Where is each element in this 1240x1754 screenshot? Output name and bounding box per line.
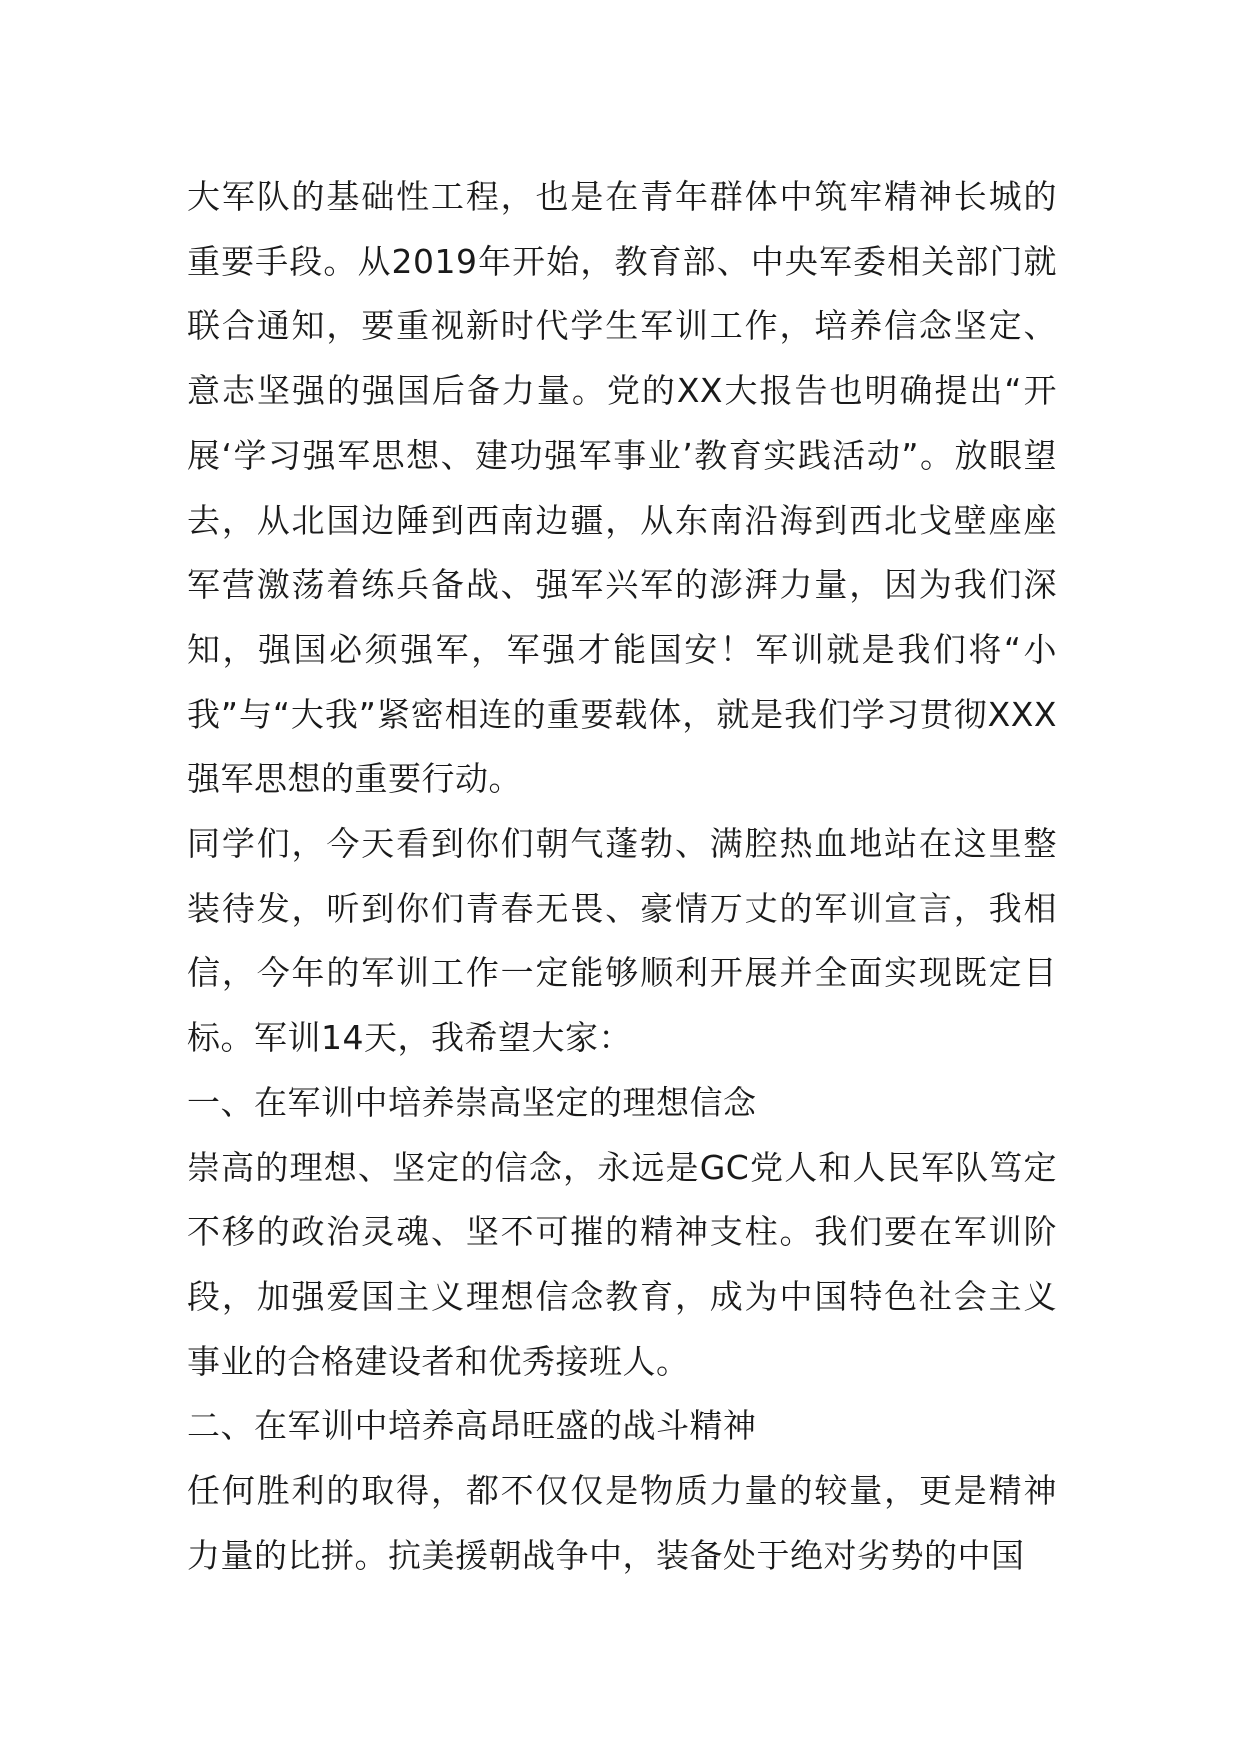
section-heading: 二、在军训中培养高昂旺盛的战斗精神 [187,1406,757,1446]
section-heading: 一、在军训中培养崇高坚定的理想信念 [187,1082,757,1122]
body-paragraph: 任何胜利的取得，都不仅仅是物质力量的较量，更是精神力量的比拼。抗美援朝战争中，装备处于绝对劣势的中国 [187,1471,1057,1575]
body-paragraph: 同学们，今天看到你们朝气蓬勃、满腔热血地站在这里整装待发，听到你们青春无畏、豪情万丈的军训宣言，我相信，今年的军训工作一定能够顺利开展并全面实现既定目标。军训14天，我希望大家： [187,824,1057,1058]
document-body [187,165,1057,1588]
body-paragraph: 崇高的理想、坚定的信念，永远是GC党人和人民军队笃定不移的政治灵魂、坚不可摧的精神支柱。我们要在军训阶段，加强爱国主义理想信念教育，成为中国特色社会主义事业的合格建设者和优秀接班人。 [187,1147,1057,1381]
body-paragraph: 大军队的基础性工程，也是在青年群体中筑牢精神长城的重要手段。从2019年开始，教育部、中央军委相关部门就联合通知，要重视新时代学生军训工作，培养信念坚定、意志坚强的强国后备力量。党的XX大报告也明确提出“开展‘学习强军思想、建功强军事业’教育实践活动”。放眼望去，从北国边陲到西南边疆，从东南沿海到西北戈壁座座军营激荡着练兵备战、强军兴军的澎湃力量，因为我们深知，强国必须强军，军强才能国安！军训就是我们将“小我”与“大我”紧密相连的重要载体，就是我们学习贯彻XXX强军思想的重要行动。 [187,177,1057,799]
